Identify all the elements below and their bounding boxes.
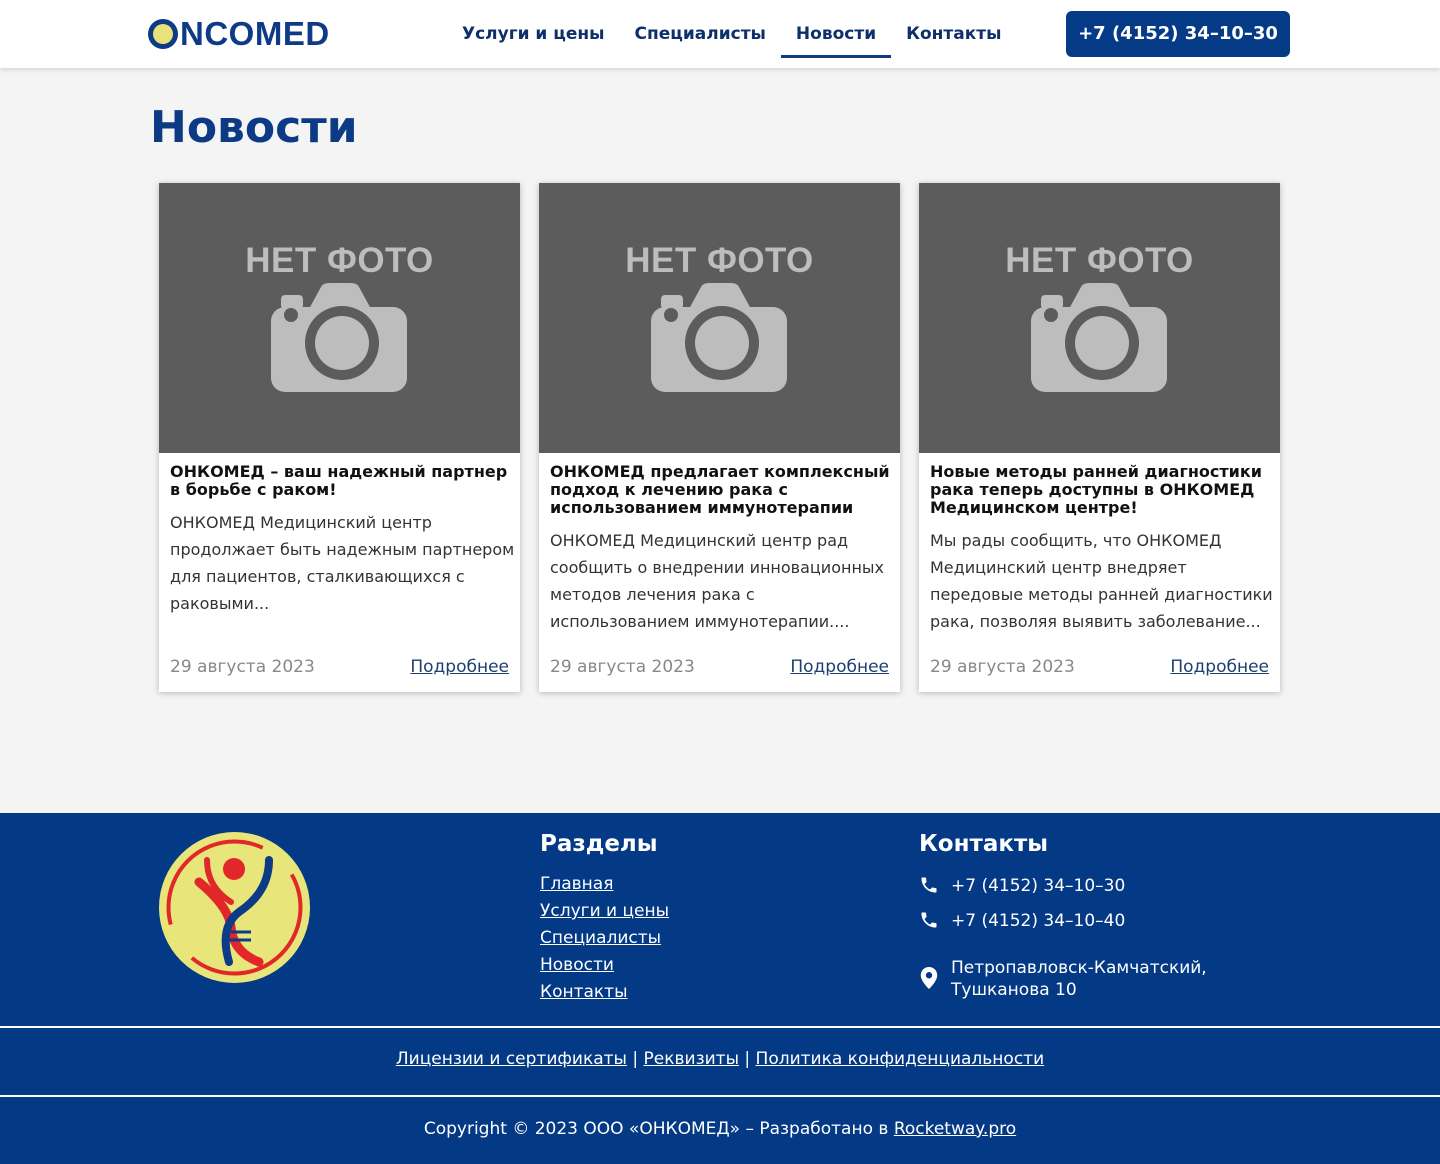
- news-card-photo[interactable]: [159, 183, 520, 453]
- logo[interactable]: [148, 16, 330, 52]
- legal-separator: |: [632, 1049, 639, 1069]
- contact-address-text: [951, 957, 1207, 1001]
- footer-link-specialists[interactable]: Специалисты: [540, 928, 662, 948]
- logo-text: NCOMED: [180, 15, 330, 52]
- nav-item-contacts[interactable]: Контакты: [906, 24, 1002, 44]
- phone-icon: [919, 910, 939, 930]
- footer-link-news[interactable]: Новости: [540, 955, 614, 975]
- news-card-date: 29 августа 2023: [550, 657, 695, 677]
- camera-icon: [1029, 279, 1169, 394]
- copyright-text: Copyright © 2023 ООО «ОНКОМЕД» – Разработано в: [423, 1119, 889, 1139]
- footer-sections-list: [540, 871, 669, 1006]
- news-card: [919, 183, 1280, 692]
- news-card-excerpt: ОНКОМЕД Медицинский центр продолжает быть надежным партнером для пациентов, сталкивающихся с раковыми...: [170, 513, 515, 613]
- no-photo-label: НЕТ ФОТО: [625, 241, 814, 280]
- footer-divider: [0, 1095, 1440, 1097]
- no-photo-label: НЕТ ФОТО: [1005, 241, 1194, 280]
- camera-icon: [269, 279, 409, 394]
- nav-item-news[interactable]: Новости: [781, 0, 891, 58]
- phone-button[interactable]: +7 (4152) 34–10–30: [1066, 11, 1290, 57]
- site-header: [0, 0, 1440, 68]
- sections-heading: Разделы: [540, 831, 658, 857]
- contact-address: [919, 957, 1207, 1001]
- contact-phone-1-text: +7 (4152) 34–10–30: [951, 876, 1126, 896]
- news-card-title[interactable]: ОНКОМЕД – ваш надежный партнер в борьбе с раком!: [170, 462, 508, 499]
- legal-separator: |: [744, 1049, 751, 1069]
- read-more-link[interactable]: Подробнее: [410, 657, 509, 677]
- contact-phone-1[interactable]: [919, 875, 1125, 897]
- news-card: [539, 183, 900, 692]
- contact-phone-2-text: +7 (4152) 34–10–40: [951, 911, 1126, 931]
- news-card-title[interactable]: ОНКОМЕД предлагает комплексный подход к лечению рака с использованием иммунотерапии: [550, 462, 890, 517]
- address-line-2: Тушканова 10: [951, 980, 1077, 1000]
- news-card-photo[interactable]: [919, 183, 1280, 453]
- nav-item-services[interactable]: Услуги и цены: [462, 24, 605, 44]
- news-card-date: 29 августа 2023: [170, 657, 315, 677]
- dna-person-logo-icon: [159, 832, 310, 983]
- requisites-link[interactable]: Реквизиты: [643, 1049, 739, 1069]
- footer-divider: [0, 1026, 1440, 1028]
- news-card: [159, 183, 520, 692]
- news-card-excerpt: ОНКОМЕД Медицинский центр рад сообщить о внедрении инновационных методов лечения рака с использованием иммунотерапии....: [550, 531, 885, 631]
- news-card-excerpt: Мы рады сообщить, что ОНКОМЕД Медицинский центр внедряет передовые методы ранней диагностики рака, позволяя выявить заболевание...: [930, 531, 1273, 631]
- developer-link[interactable]: Rocketway.pro: [893, 1119, 1017, 1139]
- main-nav: [447, 0, 1017, 68]
- licenses-link[interactable]: Лицензии и сертификаты: [395, 1049, 627, 1069]
- nav-item-specialists[interactable]: Специалисты: [634, 24, 766, 44]
- contacts-heading: Контакты: [919, 831, 1049, 857]
- footer-link-home[interactable]: Главная: [540, 874, 614, 894]
- news-card-title[interactable]: Новые методы ранней диагностики рака теперь доступны в ОНКОМЕД Медицинском центре!: [930, 462, 1262, 517]
- news-card-photo[interactable]: [539, 183, 900, 453]
- phone-icon: [919, 875, 939, 895]
- read-more-link[interactable]: Подробнее: [790, 657, 889, 677]
- footer-link-services[interactable]: Услуги и цены: [540, 901, 670, 921]
- site-footer: [0, 813, 1440, 1164]
- contact-phone-2[interactable]: [919, 910, 1125, 932]
- copyright: [0, 1119, 1440, 1139]
- privacy-policy-link[interactable]: Политика конфиденциальности: [755, 1049, 1045, 1069]
- page-title: Новости: [150, 102, 358, 153]
- footer-logo[interactable]: [159, 832, 310, 983]
- camera-icon: [649, 279, 789, 394]
- footer-link-contacts[interactable]: Контакты: [540, 982, 628, 1002]
- legal-links: [0, 1049, 1440, 1069]
- location-pin-icon: [919, 957, 939, 989]
- logo-mark-icon: [148, 19, 178, 49]
- read-more-link[interactable]: Подробнее: [1170, 657, 1269, 677]
- news-card-date: 29 августа 2023: [930, 657, 1075, 677]
- address-line-1: Петропавловск-Камчатский,: [951, 958, 1207, 978]
- no-photo-label: НЕТ ФОТО: [245, 241, 434, 280]
